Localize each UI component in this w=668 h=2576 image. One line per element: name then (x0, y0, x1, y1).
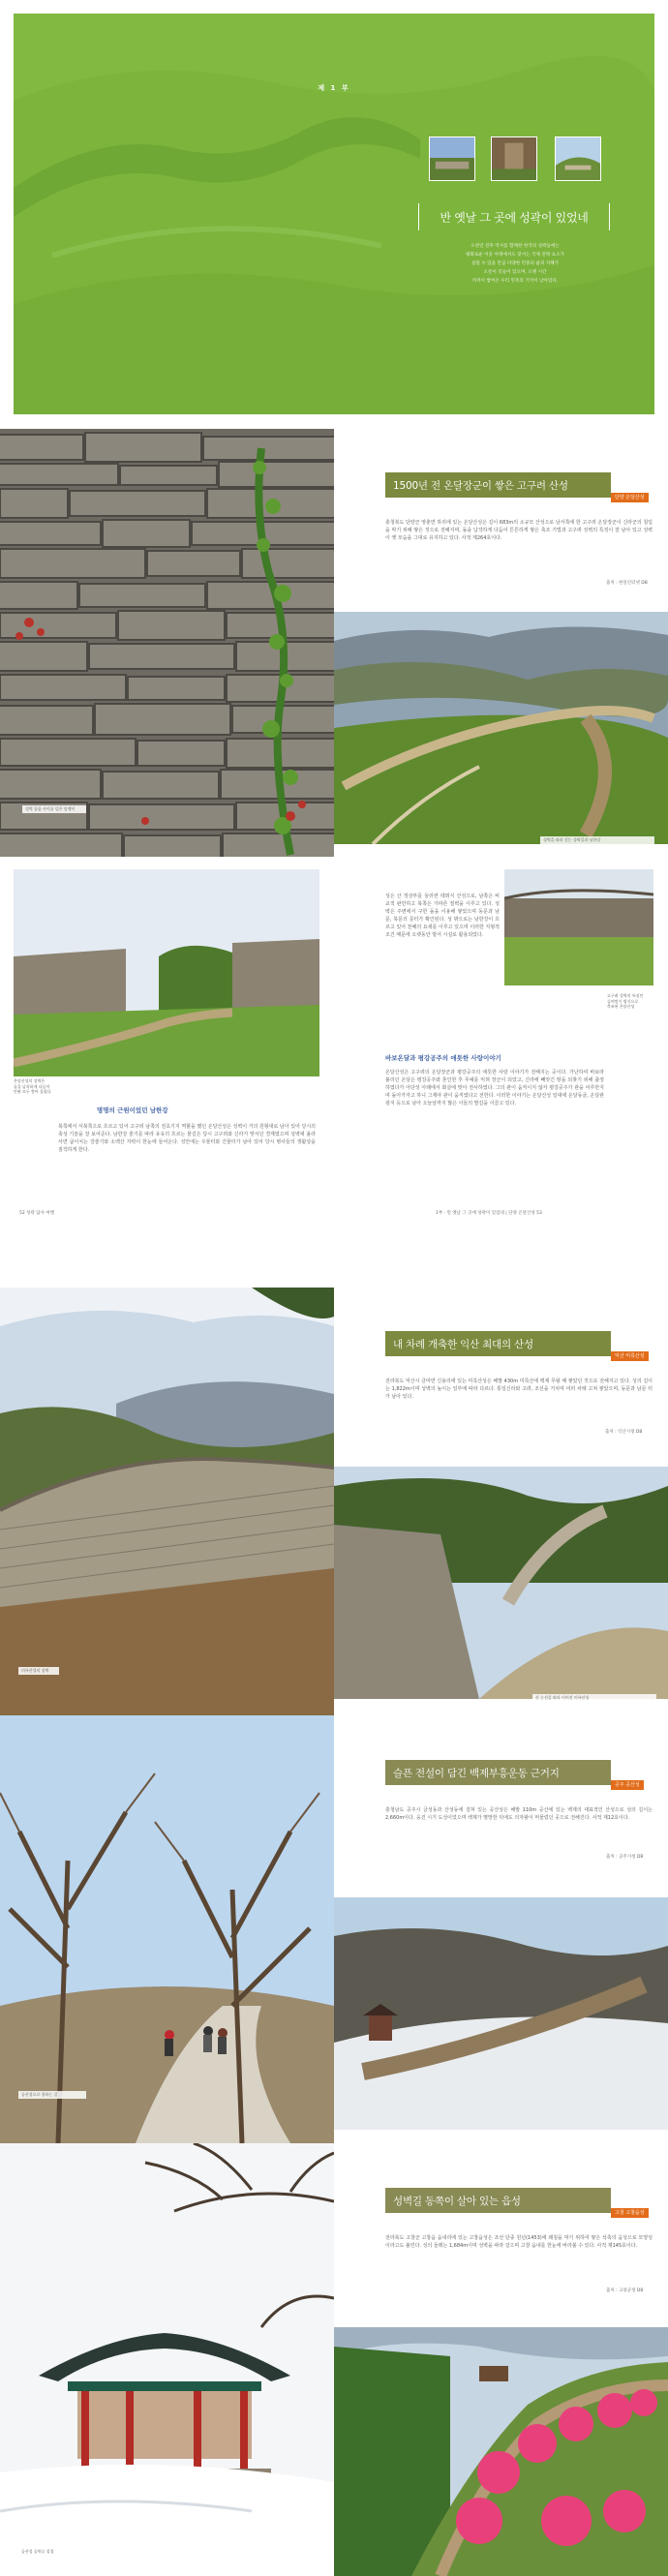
caption-line: 안팎 모두 쌓아 올렸다 (14, 1089, 51, 1094)
thumbnail-2 (491, 136, 537, 181)
photo-caption: 공산성 공북루 설경 (18, 2548, 80, 2556)
caption-line: 들여쌓기 방식으로 (607, 998, 639, 1004)
section-title: 슬픈 전설이 담긴 백제부흥운동 근거지 (393, 1767, 560, 1779)
photo-caption: 산 능선을 따라 이어진 미륵산성 (532, 1694, 656, 1702)
page-footer-right: 1부 · 먼 옛날 그 곳에 성곽이 있었네 | 단양 온달산성 53 (436, 1211, 542, 1216)
location-tag: 공주 공산성 (611, 1780, 644, 1790)
photo-caption: 성벽 돌틈 사이를 덮은 담쟁이 (22, 805, 86, 813)
fortress-gate-photo (14, 869, 319, 1076)
section-body: 충청북도 단양군 영춘면 하리에 있는 온달산성은 길이 683m의 소규모 산성으로 남서쪽에 한 고구려 온달장군이 신라군의 침입을 막기 위해 쌓은 것으로 전해지며, 돌을 납작하게 다듬어 튼튼하게 쌓은 축조 기법과 고구려 성벽의 특징이 잘 남아 있고 성벽이 옛 모습을 그대로 유지하고 있다. 사적 제264호이다. (385, 520, 653, 541)
photo-credit: 출처 : 공주시청 DB (606, 1855, 644, 1860)
intro-line: 평화로운 이웃 아래에서도 맞서는 국제 전략 요소가 (466, 253, 564, 258)
caption-line: 온달산성의 성벽은 (14, 1078, 46, 1083)
page-footer-left: 52 성곽 답사 여행 (19, 1211, 55, 1216)
section-body: 전라북도 익산시 금마면 신용리에 있는 미륵산성은 해발 430m 미륵산에 백제 무왕 때 쌓았던 것으로 전해지고 있다. 성의 길이는 1,822m이며 성벽의 높이는 일부에 따라 다르다. 통일신라와 고려, 조선을 거치며 여러 차례 고쳐 쌓았으며, 동문과 남문 터가 남아 있다. (385, 1379, 653, 1400)
cover-heading: 반 옛날 그 곳에 성곽이 있었네 (440, 210, 589, 225)
section-title-bar (385, 1331, 611, 1356)
part-label: 제 1 부 (318, 84, 350, 92)
winter-path-photo (0, 1715, 334, 2143)
section-body: 충청남도 공주시 금성동과 산성동에 걸쳐 있는 공산성은 해발 110m 공산에 있는 백제의 대표적인 산성으로 성의 길이는 2,660m이다. 웅진 시기 도성이었으며 백제가 멸망한 뒤에도 의자왕이 머물렀던 곳으로 전해진다. 사적 제12호이다. (385, 1807, 653, 1821)
cover-thumbnails (425, 136, 609, 181)
section-body: 북쪽에서 서북쪽으로 흐르고 있어 고구려 남쪽의 전초기지 역할을 했던 온달산성은 성벽이 거의 원형대로 남아 있어 당시의 축성 기술을 잘 보여준다. 남한강 줄기를 따라 유유히 흐르는 물길은 당시 고구려와 신라가 맞서던 경계였으며 성벽에 올라서면 굽이치는 강줄기와 소백산 자락이 한눈에 들어온다. 성안에는 우물터와 건물터가 남아 있어 당시 병사들의 생활상을 짐작하게 한다. (58, 1124, 316, 1153)
section-body: 성은 산 정상부를 둘러싼 테뫼식 산성으로, 남쪽은 비교적 완만하고 북쪽은 가파른 절벽을 이루고 있다. 성벽은 주변에서 구한 돌을 이용해 쌓았으며 동문과 남문, 북문의 문터가 확인된다. 성 밖으로는 남한강이 흐르고 있어 천혜의 요새를 이루고 있으며 이러한 지형적 조건 때문에 오랫동안 방어 시설로 활용되었다. (385, 894, 500, 938)
intro-line: 오롯이 깃들어 있으며, 오랜 시간 (483, 270, 547, 275)
fortress-wall-photo (504, 869, 653, 985)
photo-credit: 출처 : 한일인터넷 DB (606, 581, 648, 586)
mountain-wall-photo (0, 1288, 334, 1715)
section-body: 전라북도 고창군 고창읍 읍내리에 있는 고창읍성은 조선 단종 원년(1453)에 왜침을 막기 위하여 쌓은 석축의 읍성으로 모양성이라고도 불린다. 성의 둘레는 1,684m이며 성벽을 따라 걸으며 고창 읍내를 한눈에 바라볼 수 있다. 사적 제145호이다. (385, 2235, 653, 2249)
section-title-bar (385, 1760, 611, 1785)
thumbnail-3 (555, 136, 601, 181)
intro-line: 실릴 수 있을 만큼 다양한 민중의 삶과 지혜가 (471, 261, 560, 266)
snowy-wall-photo (334, 1897, 668, 2130)
location-tag: 고창 고창읍성 (611, 2208, 649, 2218)
caption-line: 고구려 성벽의 특징인 (607, 993, 644, 998)
photo-caption (607, 993, 659, 1010)
intro-line: 켜켜이 쌓여온 우리 민족의 기억이 남아있다. (471, 279, 559, 284)
ridge-wall-photo (334, 1467, 668, 1699)
subhead: 바보온달과 평강공주의 애틋한 사랑이야기 (385, 1054, 501, 1062)
fortress-river-photo (334, 612, 668, 844)
section-title: 내 차례 개축한 익산 최대의 산성 (393, 1338, 533, 1350)
photo-credit: 출처 : 익산시청 DB (605, 1430, 643, 1435)
cover-intro (418, 242, 612, 286)
cover-page (14, 14, 654, 414)
stone-wall-ivy-photo (0, 429, 334, 857)
section-title-bar (385, 2188, 611, 2213)
section-body: 온달산성은 고구려의 온달장군과 평강공주의 애틋한 사랑 이야기가 전해지는 곳이다. 가난하여 바보라 불리던 온달은 평강공주와 혼인한 후 무예를 익혀 장군이 되었고, 신라에 빼앗긴 땅을 되찾기 위해 출정하였다가 아단성 아래에서 화살에 맞아 전사하였다. 그의 관이 움직이지 않자 평강공주가 관을 어루만지며 돌아가자고 하니 그제야 관이 움직였다고 전한다. 이러한 이야기는 온달산성 일대에 온달동굴, 온달관광지 등으로 남아 오늘날까지 많은 이들의 발길을 이끌고 있다. (385, 1070, 604, 1106)
photo-caption (14, 1078, 81, 1095)
azalea-wall-photo (334, 2327, 668, 2576)
photo-credit: 출처 : 고창군청 DB (606, 2288, 644, 2293)
photo-caption: 성벽을 따라 걷는 성곽길과 남한강 (540, 836, 654, 844)
caption-line: 돌을 납작하게 다듬어 (14, 1083, 50, 1089)
cover-heading-box (418, 203, 610, 230)
photo-caption: 미륵산성의 성벽 (18, 1667, 59, 1675)
location-tag: 익산 미륵산성 (611, 1351, 649, 1361)
intro-line: 오천년 전후 역사를 함께한 한국의 성곽들에는 (471, 244, 560, 249)
caption-line: 축조된 온달산성 (607, 1004, 635, 1009)
subhead: 명명의 근원이었던 남한강 (97, 1106, 168, 1114)
location-tag: 단양 온달산성 (611, 493, 649, 502)
thumbnail-1 (429, 136, 475, 181)
section-title: 성벽길 동쪽이 살아 있는 읍성 (393, 2195, 521, 2207)
pavilion-snow-photo (0, 2143, 334, 2576)
photo-caption: 공산성으로 향하는 길 (18, 2091, 86, 2099)
section-title: 1500년 전 온달장군이 쌓은 고구려 산성 (393, 479, 568, 492)
section-title-bar (385, 472, 611, 498)
